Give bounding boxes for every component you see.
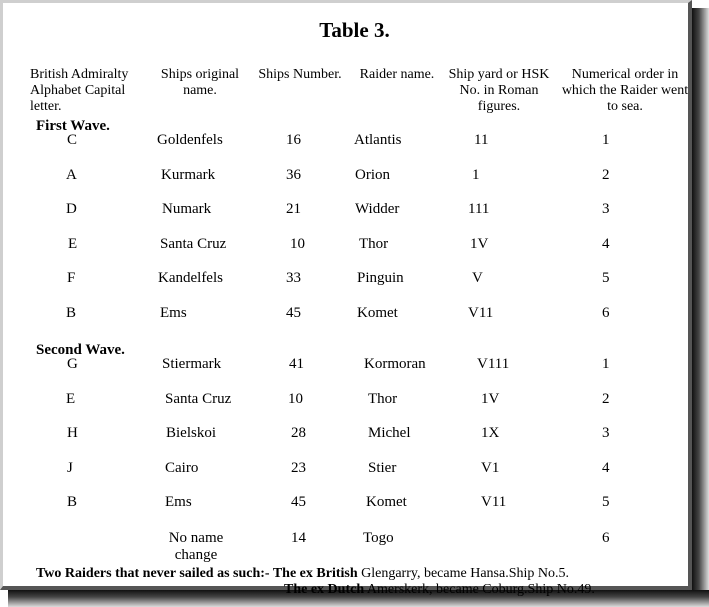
- cell-ship-name: Santa Cruz: [165, 391, 232, 407]
- cell-letter: D: [66, 201, 77, 217]
- cell-ship-number: 21: [286, 201, 301, 217]
- cell-ship-name: Ems: [160, 305, 187, 321]
- cell-raider-name: Michel: [368, 425, 411, 441]
- cell-ship-yard: 1: [472, 167, 480, 183]
- cell-ship-number: 28: [291, 425, 306, 441]
- cell-ship-yard: V111: [477, 356, 510, 372]
- header-number: Ships Number.: [258, 67, 342, 82]
- cell-raider-name: Stier: [368, 460, 397, 476]
- cell-order: 1: [602, 132, 610, 148]
- cell-raider-name: Thor: [368, 391, 398, 407]
- cell-ship-name: Ems: [165, 494, 192, 510]
- cell-letter: J: [67, 460, 73, 476]
- footer-line-1-rest: Glengarry, became Hansa.Ship No.5.: [361, 566, 569, 581]
- cell-letter: H: [67, 425, 78, 441]
- cell-raider-name: Komet: [357, 305, 398, 321]
- header-letter: British Admiralty Alphabet Capital letter.: [30, 67, 129, 114]
- cell-raider-name: Orion: [355, 167, 390, 183]
- cell-ship-yard: 1X: [481, 425, 500, 441]
- section-label: Second Wave.: [36, 342, 125, 358]
- section-label: First Wave.: [36, 118, 110, 134]
- cell-letter: A: [66, 167, 77, 183]
- cell-ship-yard: 111: [468, 201, 490, 217]
- cell-ship-name: No name change: [168, 530, 224, 563]
- cell-letter: F: [67, 270, 76, 286]
- cell-raider-name: Atlantis: [354, 132, 402, 148]
- cell-ship-name: Numark: [162, 201, 212, 217]
- cell-ship-yard: 11: [474, 132, 489, 148]
- cell-ship-number: 10: [290, 236, 305, 252]
- cell-ship-yard: V1: [481, 460, 500, 476]
- footer-line-2-rest: Amerskerk, became Coburg.Ship No.49.: [366, 582, 595, 597]
- cell-order: 1: [602, 356, 610, 372]
- header-name: Ships original name.: [160, 67, 240, 98]
- table-title: Table 3.: [319, 18, 390, 42]
- cell-raider-name: Togo: [363, 530, 394, 546]
- cell-letter: E: [66, 391, 76, 407]
- cell-ship-name: Santa Cruz: [160, 236, 227, 252]
- cell-ship-number: 45: [291, 494, 306, 510]
- cell-letter: B: [66, 305, 77, 321]
- footer-line-1-bold: Two Raiders that never sailed as such:- The ex British: [36, 566, 358, 581]
- header-raider: Raider name.: [359, 67, 435, 82]
- cell-ship-number: 33: [286, 270, 301, 286]
- cell-ship-number: 10: [288, 391, 303, 407]
- cell-ship-name: Bielskoi: [166, 425, 217, 441]
- cell-order: 5: [602, 494, 610, 510]
- cell-ship-yard: 1V: [470, 236, 489, 252]
- cell-raider-name: Kormoran: [364, 356, 426, 372]
- frame-shadow-right: [692, 8, 709, 607]
- footer-line-2-bold: The ex Dutch: [284, 582, 365, 597]
- cell-letter: E: [68, 236, 78, 252]
- cell-raider-name: Widder: [355, 201, 400, 217]
- cell-ship-yard: V11: [468, 305, 494, 321]
- cell-ship-name: Kandelfels: [158, 270, 223, 286]
- header-order: Numerical order in which the Raider went to sea.: [561, 67, 689, 114]
- cell-order: 6: [602, 305, 610, 321]
- cell-order: 4: [602, 236, 610, 252]
- cell-ship-number: 45: [286, 305, 301, 321]
- cell-ship-name: Stiermark: [162, 356, 222, 372]
- cell-order: 4: [602, 460, 610, 476]
- footer-line-1: [36, 566, 569, 582]
- cell-order: 2: [602, 167, 610, 183]
- cell-ship-name: Kurmark: [161, 167, 216, 183]
- cell-ship-number: 36: [286, 167, 301, 183]
- cell-ship-number: 16: [286, 132, 301, 148]
- cell-raider-name: Komet: [366, 494, 407, 510]
- cell-order: 6: [602, 530, 610, 546]
- header-yard: Ship yard or HSK No. in Roman figures.: [448, 67, 550, 114]
- cell-letter: B: [67, 494, 78, 510]
- cell-raider-name: Thor: [359, 236, 389, 252]
- cell-ship-number: 41: [289, 356, 304, 372]
- cell-order: 3: [602, 201, 610, 217]
- cell-order: 2: [602, 391, 610, 407]
- cell-ship-yard: 1V: [481, 391, 500, 407]
- cell-ship-name: Goldenfels: [157, 132, 223, 148]
- cell-ship-name: Cairo: [165, 460, 199, 476]
- cell-ship-yard: V11: [481, 494, 507, 510]
- cell-ship-yard: V: [472, 270, 483, 286]
- cell-order: 3: [602, 425, 610, 441]
- cell-order: 5: [602, 270, 610, 286]
- cell-letter: C: [67, 132, 78, 148]
- cell-ship-number: 14: [291, 530, 306, 546]
- cell-letter: G: [67, 356, 78, 372]
- cell-ship-number: 23: [291, 460, 306, 476]
- footer-line-2: [284, 582, 595, 598]
- cell-raider-name: Pinguin: [357, 270, 404, 286]
